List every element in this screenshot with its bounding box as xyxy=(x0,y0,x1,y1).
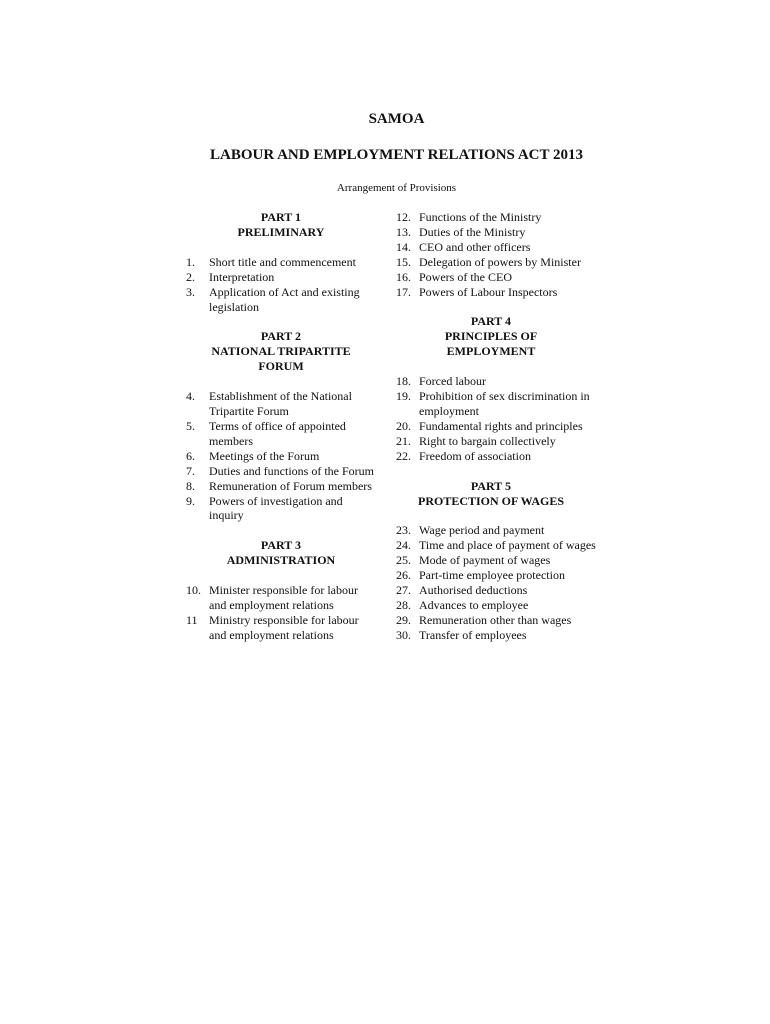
provision-title: Minister responsible for labour and employment relations xyxy=(209,583,358,613)
provision-number: 19. xyxy=(396,389,411,404)
part-heading xyxy=(186,210,376,240)
provision-item xyxy=(396,285,596,300)
provision-title: Right to bargain collectively xyxy=(419,433,556,448)
provision-item xyxy=(396,538,596,553)
provision-list xyxy=(186,389,376,523)
provision-item xyxy=(396,613,596,628)
provision-item xyxy=(186,494,376,524)
provision-title: Ministry responsible for labour and employment relations xyxy=(209,612,359,642)
country-heading: SAMOA xyxy=(368,111,425,127)
provision-number: 23. xyxy=(396,523,411,538)
right-column xyxy=(396,210,596,643)
provision-number: 5. xyxy=(186,418,195,433)
provision-title: Time and place of payment of wages xyxy=(419,538,596,553)
provision-number: 28. xyxy=(396,597,411,612)
heading-gap xyxy=(396,359,596,374)
part-number: PART 4 xyxy=(470,314,512,329)
provision-item xyxy=(396,568,596,583)
part-number: PART 5 xyxy=(470,478,512,493)
part-title-line: ADMINISTRATION xyxy=(226,553,336,568)
provision-item xyxy=(396,434,596,449)
provision-number: 16. xyxy=(396,269,411,284)
provision-number: 17. xyxy=(396,284,411,299)
provision-number: 27. xyxy=(396,583,411,598)
provision-item xyxy=(186,255,376,270)
heading-gap xyxy=(186,568,376,583)
provision-item xyxy=(396,419,596,434)
provision-title: Delegation of powers by Minister xyxy=(419,254,581,269)
heading-gap xyxy=(396,508,596,523)
provision-number: 4. xyxy=(186,389,195,404)
provision-number: 6. xyxy=(186,448,195,463)
provision-title: Forced labour xyxy=(419,374,486,389)
provision-item xyxy=(186,613,376,643)
provision-item xyxy=(396,628,596,643)
provision-number: 24. xyxy=(396,538,411,553)
heading-gap xyxy=(186,240,376,255)
part-number: PART 2 xyxy=(260,329,302,344)
provision-number: 11 xyxy=(186,612,198,627)
provision-title: Part-time employee protection xyxy=(419,568,565,583)
part-title-line: EMPLOYMENT xyxy=(446,344,536,359)
provision-title: Establishment of the National Tripartite Forum xyxy=(209,389,352,419)
provision-list xyxy=(396,374,596,463)
provision-number: 30. xyxy=(396,627,411,642)
provision-title: Duties of the Ministry xyxy=(419,224,526,239)
provision-title: Functions of the Ministry xyxy=(419,210,542,224)
provision-title: Terms of office of appointed members xyxy=(209,418,346,448)
provision-list xyxy=(396,210,596,299)
provision-title: Powers of investigation and inquiry xyxy=(209,493,343,523)
provision-item xyxy=(186,479,376,494)
provision-title: Prohibition of sex discrimination in employment xyxy=(419,389,590,418)
part-title-line: FORUM xyxy=(258,359,304,374)
provision-title: Transfer of employees xyxy=(419,627,527,642)
provision-title: Wage period and payment xyxy=(419,523,545,538)
provision-title: Powers of Labour Inspectors xyxy=(419,284,558,299)
provision-number: 29. xyxy=(396,612,411,627)
provision-title: Mode of payment of wages xyxy=(419,553,551,568)
provision-item xyxy=(396,240,596,255)
provision-number: 18. xyxy=(396,374,411,389)
provision-item xyxy=(396,523,596,538)
heading-gap xyxy=(186,374,376,389)
provision-number: 8. xyxy=(186,478,195,493)
part-heading xyxy=(186,538,376,568)
part-number: PART 1 xyxy=(260,210,302,224)
provision-title: Powers of the CEO xyxy=(419,269,512,284)
provision-item xyxy=(186,389,376,419)
provision-item xyxy=(396,583,596,598)
provision-item xyxy=(396,255,596,270)
provision-item xyxy=(186,464,376,479)
left-column xyxy=(186,210,376,643)
provision-item xyxy=(396,598,596,613)
provision-title: Duties and functions of the Forum xyxy=(209,463,374,478)
section-gap xyxy=(396,464,596,479)
provision-number: 12. xyxy=(396,210,411,224)
part-heading xyxy=(396,479,586,509)
provision-title: Remuneration other than wages xyxy=(419,612,572,627)
provision-number: 26. xyxy=(396,568,411,583)
part-title-line: PRELIMINARY xyxy=(237,224,325,239)
provision-title: Freedom of association xyxy=(419,448,531,463)
provision-title: Interpretation xyxy=(209,269,275,284)
provision-item xyxy=(396,449,596,464)
provision-number: 25. xyxy=(396,553,411,568)
part-title-line: PROTECTION OF WAGES xyxy=(417,493,565,508)
provision-item xyxy=(186,270,376,285)
provision-title: Short title and commencement xyxy=(209,254,356,269)
provision-item xyxy=(396,389,596,419)
provision-title: Authorised deductions xyxy=(419,583,528,598)
part-title-line: PRINCIPLES OF xyxy=(444,329,538,344)
part-heading xyxy=(186,329,376,374)
provision-item xyxy=(396,210,596,225)
provision-title: Remuneration of Forum members xyxy=(209,478,372,493)
provision-number: 7. xyxy=(186,463,195,478)
provision-title: Meetings of the Forum xyxy=(209,448,320,463)
section-gap xyxy=(186,314,376,329)
provision-item xyxy=(396,270,596,285)
provision-list xyxy=(396,523,596,642)
provision-number: 9. xyxy=(186,493,195,508)
provision-item xyxy=(186,449,376,464)
provision-number: 1. xyxy=(186,254,195,269)
section-gap xyxy=(396,299,596,314)
provision-number: 2. xyxy=(186,269,195,284)
provision-number: 3. xyxy=(186,284,195,299)
provision-item xyxy=(396,225,596,240)
provision-number: 13. xyxy=(396,224,411,239)
part-title-line: NATIONAL TRIPARTITE xyxy=(211,344,351,359)
provision-item xyxy=(396,553,596,568)
provision-title: Fundamental rights and principles xyxy=(419,418,583,433)
section-gap xyxy=(186,523,376,538)
provision-item xyxy=(186,285,376,315)
provision-title: Advances to employee xyxy=(419,597,529,612)
provision-number: 22. xyxy=(396,448,411,463)
provision-item xyxy=(396,374,596,389)
provision-title: Application of Act and existing legislation xyxy=(209,284,360,314)
provision-item xyxy=(186,583,376,613)
provision-item xyxy=(186,419,376,449)
provision-number: 10. xyxy=(186,583,201,598)
provision-number: 21. xyxy=(396,433,411,448)
provision-title: CEO and other officers xyxy=(419,239,531,254)
provision-number: 14. xyxy=(396,239,411,254)
provision-list xyxy=(186,583,376,643)
provision-number: 20. xyxy=(396,418,411,433)
part-heading xyxy=(396,314,586,359)
arrangement-subtitle: Arrangement of Provisions xyxy=(336,182,457,194)
provision-list xyxy=(186,255,376,315)
provision-number: 15. xyxy=(396,254,411,269)
act-title: LABOUR AND EMPLOYMENT RELATIONS ACT 2013 xyxy=(210,147,583,163)
part-number: PART 3 xyxy=(260,538,302,553)
